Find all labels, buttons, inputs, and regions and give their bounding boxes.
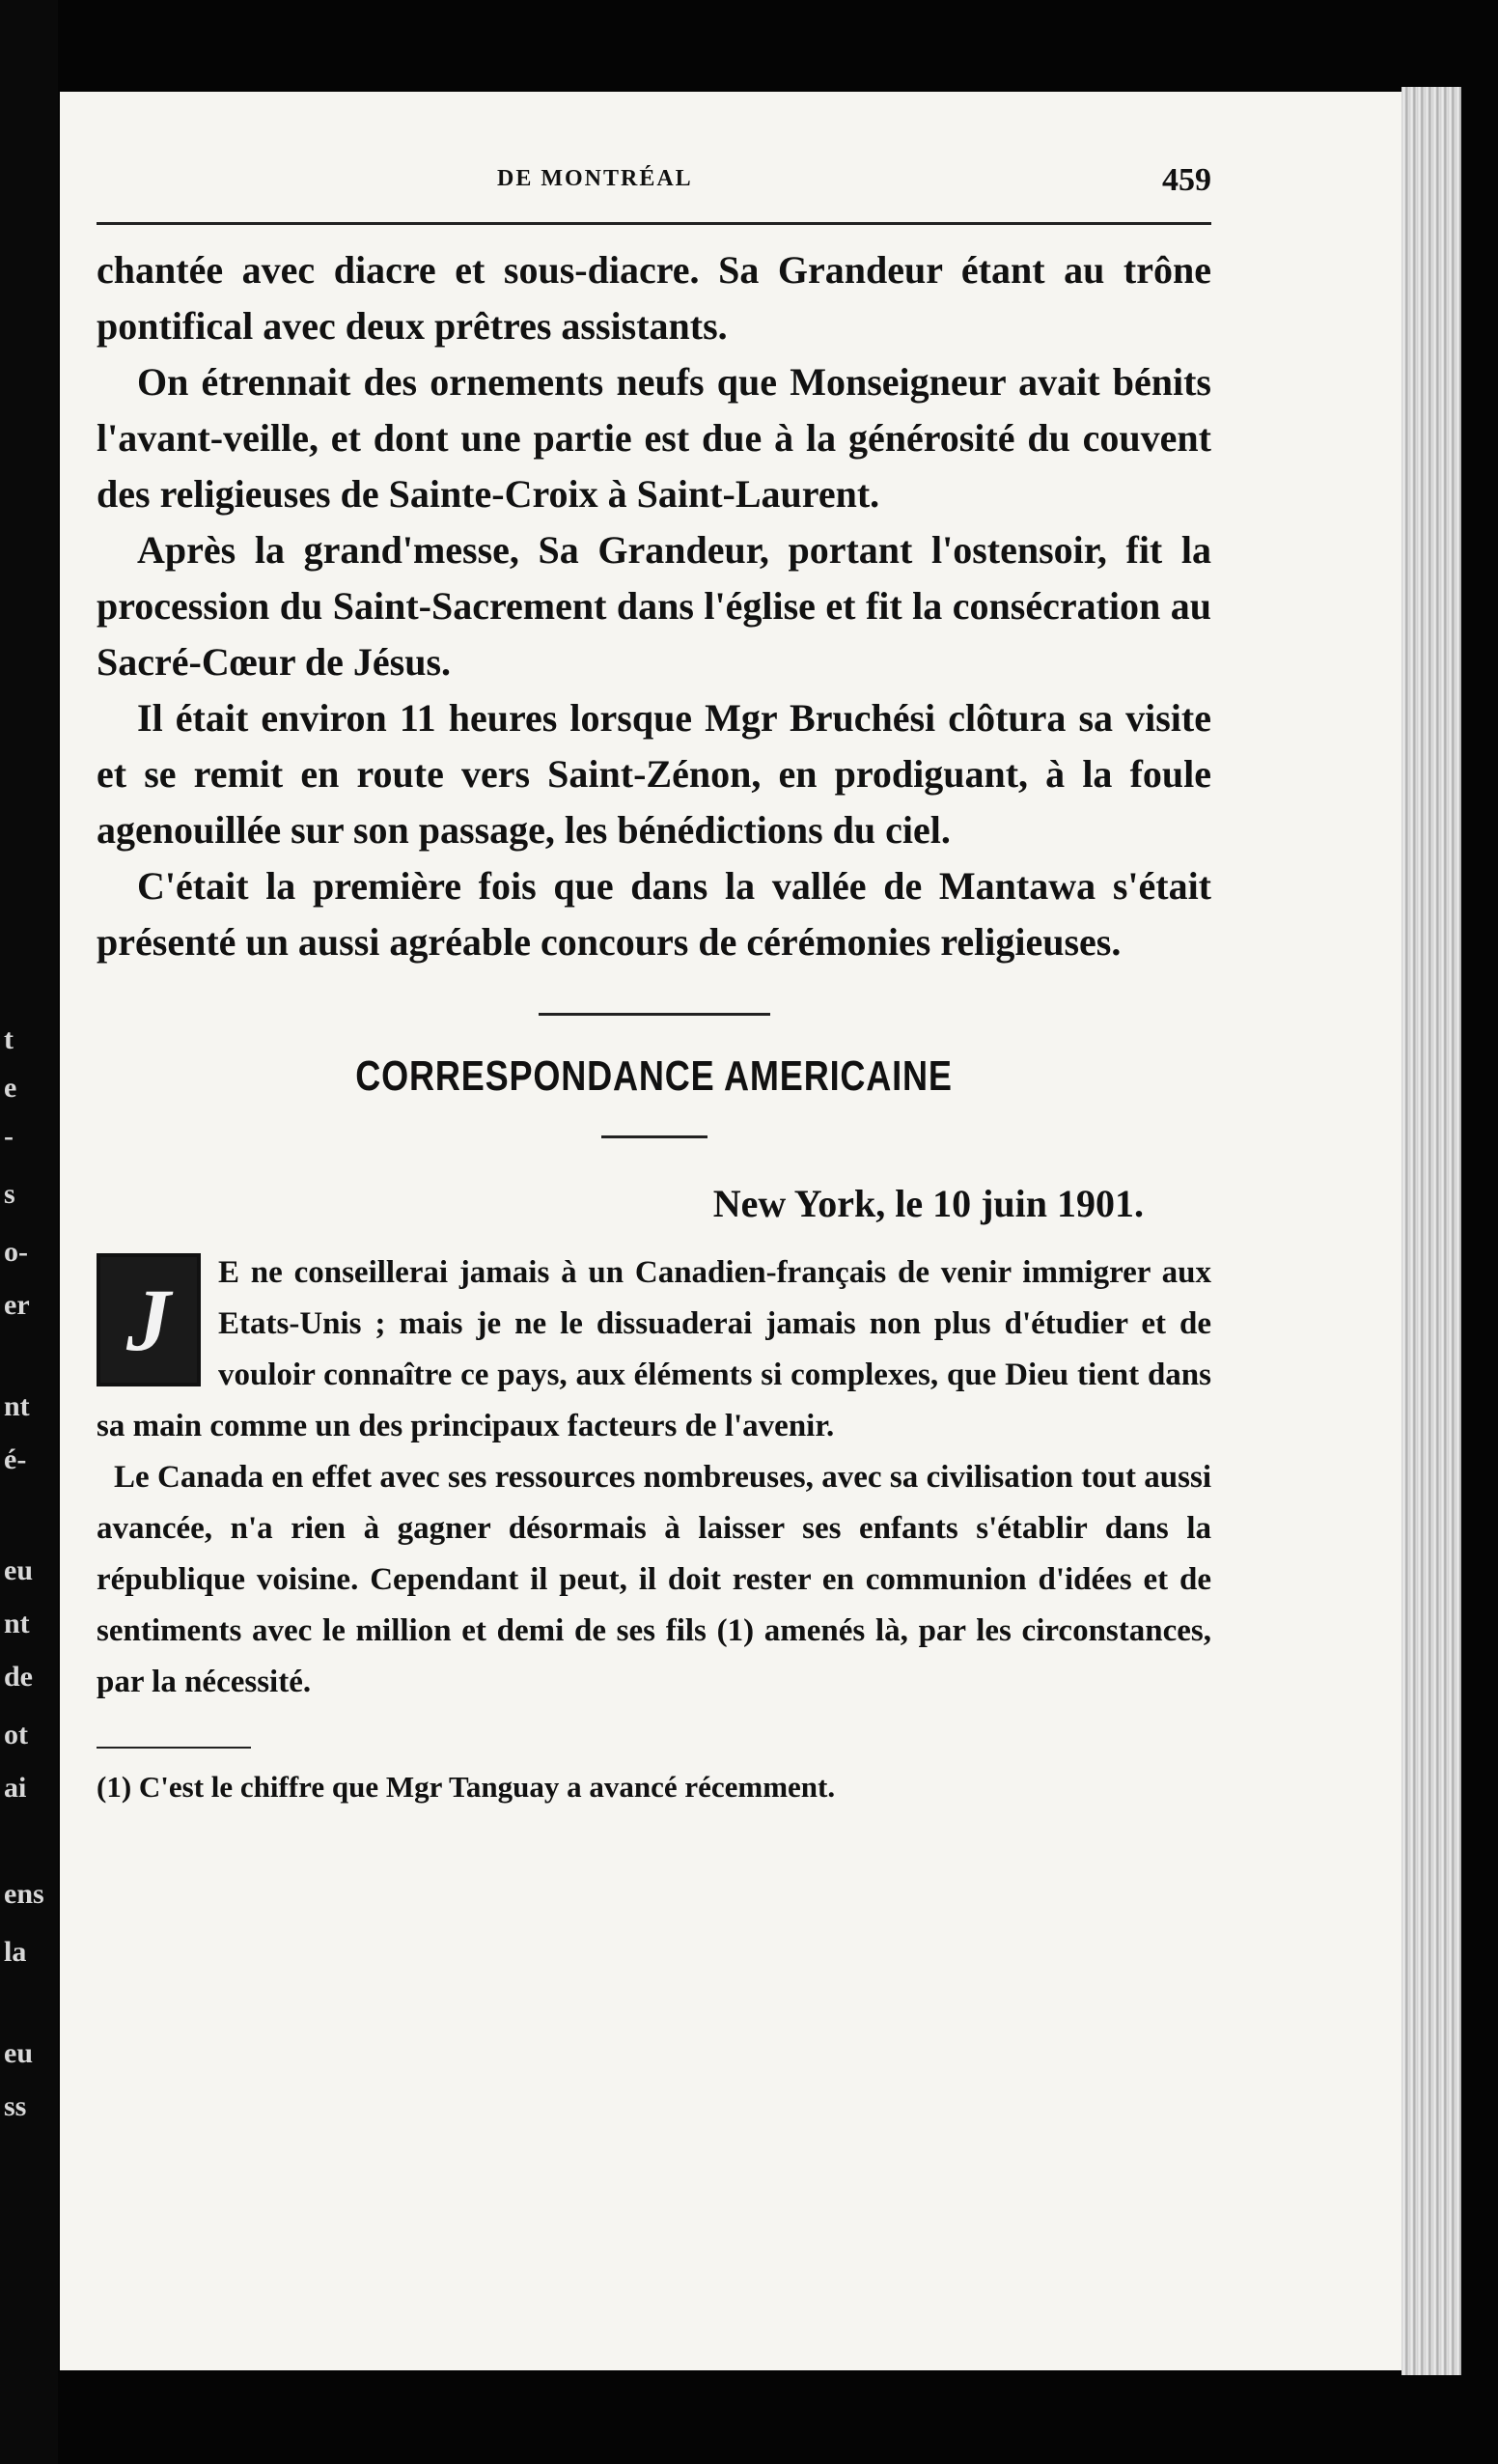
letter-paragraph: E ne conseillerai jamais à un Canadien-français de venir immigrer aux Etats-Unis ; mais je ne le dissuaderai jamais non plus d'étudier et de vouloir connaître ce pays, aux éléments si complexes, que Dieu tient dans sa main comme un des principaux facteurs de l'avenir. — [97, 1255, 1211, 1443]
paragraph: On étrennait des ornements neufs que Monseigneur avait bénits l'avant-veille, et dont une partie est due à la générosité du couvent des religieuses de Sainte-Croix à Saint-Laurent. — [97, 360, 1211, 516]
paragraph: chantée avec diacre et sous-diacre. Sa Grandeur étant au trône pontifical avec deux prêtres assistants. — [97, 248, 1211, 348]
body-text — [97, 242, 1211, 970]
margin-fragment: nt — [4, 1608, 30, 1639]
dateline: New York, le 10 juin 1901. — [712, 1182, 1144, 1225]
section-title: CORRESPONDANCE AMERICAINE — [355, 1052, 953, 1100]
margin-fragment: de — [4, 1661, 33, 1693]
page-stack-edge — [1401, 87, 1461, 2375]
footnote-rule — [97, 1747, 251, 1749]
margin-fragment: e — [4, 1072, 17, 1104]
letter-body — [97, 1247, 1211, 1708]
page-number: 459 — [1162, 162, 1211, 198]
margin-fragment: ens — [4, 1878, 44, 1910]
margin-fragment: - — [4, 1120, 14, 1152]
margin-fragment: la — [4, 1936, 27, 1968]
page-content — [97, 154, 1211, 1808]
footnote-text: (1) C'est le chiffre que Mgr Tanguay a avancé récemment. — [97, 1770, 836, 1804]
header-rule — [97, 222, 1211, 225]
margin-fragment: ot — [4, 1719, 28, 1750]
margin-fragment: s — [4, 1178, 15, 1210]
paragraph: C'était la première fois que dans la vallée de Mantawa s'était présenté un aussi agréable concours de cérémonies religieuses. — [97, 864, 1211, 964]
letter-paragraph: Le Canada en effet avec ses ressources nombreuses, avec sa civilisation tout aussi avancée, n'a rien à gagner désormais à laisser ses enfants s'établir dans la république voisine. Cependant il peut, il doit rester en communion d'idées et de sentiments avec le million et demi de ses fils (1) amenés là, par les circonstances, par la nécessité. — [97, 1460, 1211, 1699]
footnote — [97, 1766, 1211, 1808]
ornamental-dropcap — [97, 1253, 201, 1386]
margin-fragment: nt — [4, 1390, 30, 1422]
margin-fragment: eu — [4, 2037, 33, 2069]
margin-fragment: er — [4, 1289, 30, 1321]
margin-fragment: ai — [4, 1772, 27, 1804]
margin-fragment: ss — [4, 2090, 27, 2122]
paragraph: Il était environ 11 heures lorsque Mgr Bruchési clôtura sa visite et se remit en route vers Saint-Zénon, en prodiguant, à la foule agenouillée sur son passage, les bénédictions du ciel. — [97, 696, 1211, 852]
dropcap-letter: J — [126, 1271, 171, 1369]
title-underline — [601, 1135, 707, 1138]
margin-fragment: t — [4, 1023, 14, 1055]
margin-fragment: eu — [4, 1554, 33, 1586]
running-header — [97, 154, 1211, 222]
section-separator — [539, 1013, 770, 1016]
margin-fragment: o- — [4, 1236, 28, 1268]
running-title: DE MONTRÉAL — [497, 166, 693, 191]
paragraph: Après la grand'messe, Sa Grandeur, portant l'ostensoir, fit la procession du Saint-Sacrement dans l'église et fit la consécration au Sacré-Cœur de Jésus. — [97, 528, 1211, 684]
margin-fragment: é- — [4, 1443, 27, 1475]
adjacent-page-edge — [0, 0, 58, 2464]
